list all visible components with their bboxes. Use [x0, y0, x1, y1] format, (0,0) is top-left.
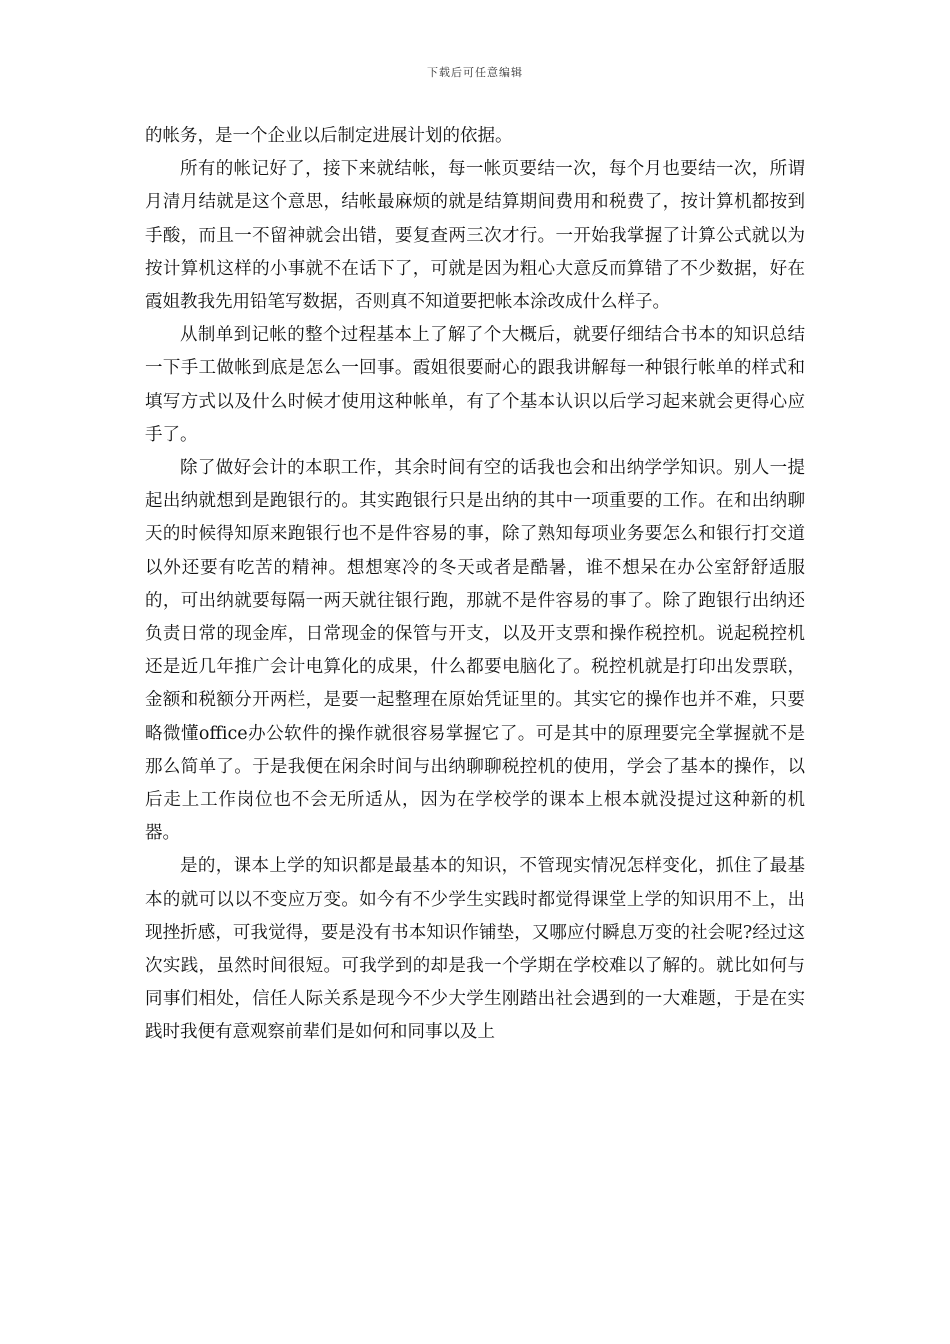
page-header: 下载后可任意编辑 — [427, 66, 523, 79]
paragraph-4: 除了做好会计的本职工作，其余时间有空的话我也会和出纳学学知识。别人一提起出纳就想到是跑银行的。其实跑银行只是出纳的其中一项重要的工作。在和出纳聊天的时候得知原来跑银行也不是件容易的事，除了熟知每项业务要怎么和银行打交道以外还要有吃苦的精神。想想寒冷的冬天或者是酷暑，谁不想呆在办公室舒舒适服的，可出纳就要每隔一两天就往银行跑，那就不是件容易的事了。除了跑银行出纳还负责日常的现金库，日常现金的保管与开支，以及开支票和操作税控机。说起税控机还是近几年推广会计电算化的成果，什么都要电脑化了。税控机就是打印出发票联，金额和税额分开两栏，是要一起整理在原始凭证里的。其实它的操作也并不难，只要略微懂office办公软件的操作就很容易掌握它了。可是其中的原理要完全掌握就不是那么简单了。于是我便在闲余时间与出纳聊聊税控机的使用，学会了基本的操作，以后走上工作岗位也不会无所适从，因为在学校学的课本上根本就没提过这种新的机器。 — [145, 458, 805, 844]
document-body — [145, 120, 805, 1050]
paragraph-1: 的帐务，是一个企业以后制定进展计划的依据。 — [145, 126, 513, 146]
paragraph-2: 所有的帐记好了，接下来就结帐，每一帐页要结一次，每个月也要结一次，所谓月清月结就是这个意思，结帐最麻烦的就是结算期间费用和税费了，按计算机都按到手酸，而且一不留神就会出错，要复查两三次才行。一开始我掌握了计算公式就以为按计算机这样的小事就不在话下了，可就是因为粗心大意反而算错了不少数据，好在霞姐教我先用铅笔写数据，否则真不知道要把帐本涂改成什么样子。 — [145, 159, 805, 313]
paragraph-5: 是的，课本上学的知识都是最基本的知识，不管现实情况怎样变化，抓住了最基本的就可以以不变应万变。如今有不少学生实践时都觉得课堂上学的知识用不上，出现挫折感，可我觉得，要是没有书本知识作铺垫，又哪应付瞬息万变的社会呢?经过这次实践，虽然时间很短。可我学到的却是我一个学期在学校难以了解的。就比如何与同事们相处，信任人际关系是现今不少大学生刚踏出社会遇到的一大难题，于是在实践时我便有意观察前辈们是如何和同事以及上 — [145, 856, 805, 1043]
paragraph-3: 从制单到记帐的整个过程基本上了解了个大概后，就要仔细结合书本的知识总结一下手工做帐到底是怎么一回事。霞姐很要耐心的跟我讲解每一种银行帐单的样式和填写方式以及什么时候才使用这种帐单，有了个基本认识以后学习起来就会更得心应手了。 — [145, 325, 805, 445]
